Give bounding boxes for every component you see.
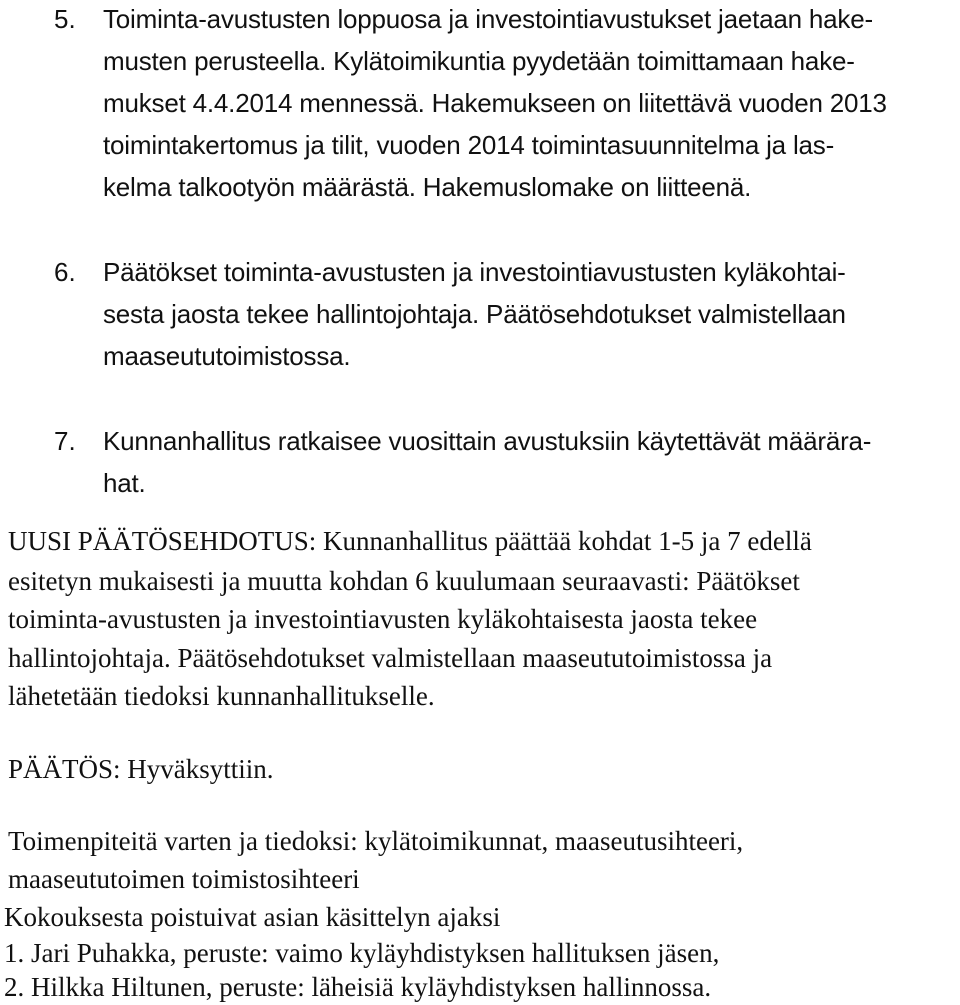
item-6-line-1: Päätökset toiminta-avustusten ja investointiavustusten kyläkohtai-	[103, 257, 846, 287]
proposal-line-2: esitetyn mukaisesti ja muutta kohdan 6 kuulumaan seuraavasti: Päätökset	[8, 566, 800, 596]
item-7-line-1: Kunnanhallitus ratkaisee vuosittain avustuksiin käytettävät määrära-	[103, 426, 872, 456]
recusal-heading: Kokouksesta poistuivat asian käsittelyn ajaksi	[4, 902, 501, 932]
item-5-line-1: Toiminta-avustusten loppuosa ja investointiavustukset jaetaan hake-	[103, 4, 873, 34]
list-number: 6.	[54, 257, 76, 287]
item-6-line-2: sesta jaosta tekee hallintojohtaja. Päätösehdotukset valmistellaan	[103, 299, 846, 329]
item-5-line-4: toimintakertomus ja tilit, vuoden 2014 toimintasuunnitelma ja las-	[103, 130, 835, 160]
proposal-line-4: hallintojohtaja. Päätösehdotukset valmistellaan maaseututoimistossa ja	[8, 643, 773, 673]
proposal-line-3: toiminta-avustusten ja investointiavusten kyläkohtaisesta jaosta tekee	[8, 604, 758, 634]
proposal-line-5: lähetetään tiedoksi kunnanhallitukselle.	[8, 681, 435, 711]
item-6-line-3: maaseututoimistossa.	[103, 341, 351, 371]
decision-line: PÄÄTÖS: Hyväksyttiin.	[8, 754, 274, 784]
item-5-line-3: mukset 4.4.2014 mennessä. Hakemukseen on liitettävä vuoden 2013	[103, 88, 887, 118]
actions-line-1: Toimenpiteitä varten ja tiedoksi: kylätoimikunnat, maaseutusihteeri,	[8, 826, 744, 856]
list-number: 5.	[54, 4, 76, 34]
item-7-line-2: hat.	[103, 468, 146, 498]
actions-line-2: maaseututoimen toimistosihteeri	[8, 864, 360, 894]
item-5-line-5: kelma talkootyön määrästä. Hakemuslomake on liitteenä.	[103, 172, 752, 202]
item-5-line-2: musten perusteella. Kylätoimikuntia pyydetään toimittamaan hake-	[103, 46, 855, 76]
recusal-line-2: 2. Hilkka Hiltunen, peruste: läheisiä kyläyhdistyksen hallinnossa.	[4, 972, 712, 1002]
proposal-line-1: UUSI PÄÄTÖSEHDOTUS: Kunnanhallitus päättää kohdat 1-5 ja 7 edellä	[8, 526, 812, 556]
list-number: 7.	[54, 426, 76, 456]
recusal-line-1: 1. Jari Puhakka, peruste: vaimo kyläyhdistyksen hallituksen jäsen,	[4, 938, 720, 968]
